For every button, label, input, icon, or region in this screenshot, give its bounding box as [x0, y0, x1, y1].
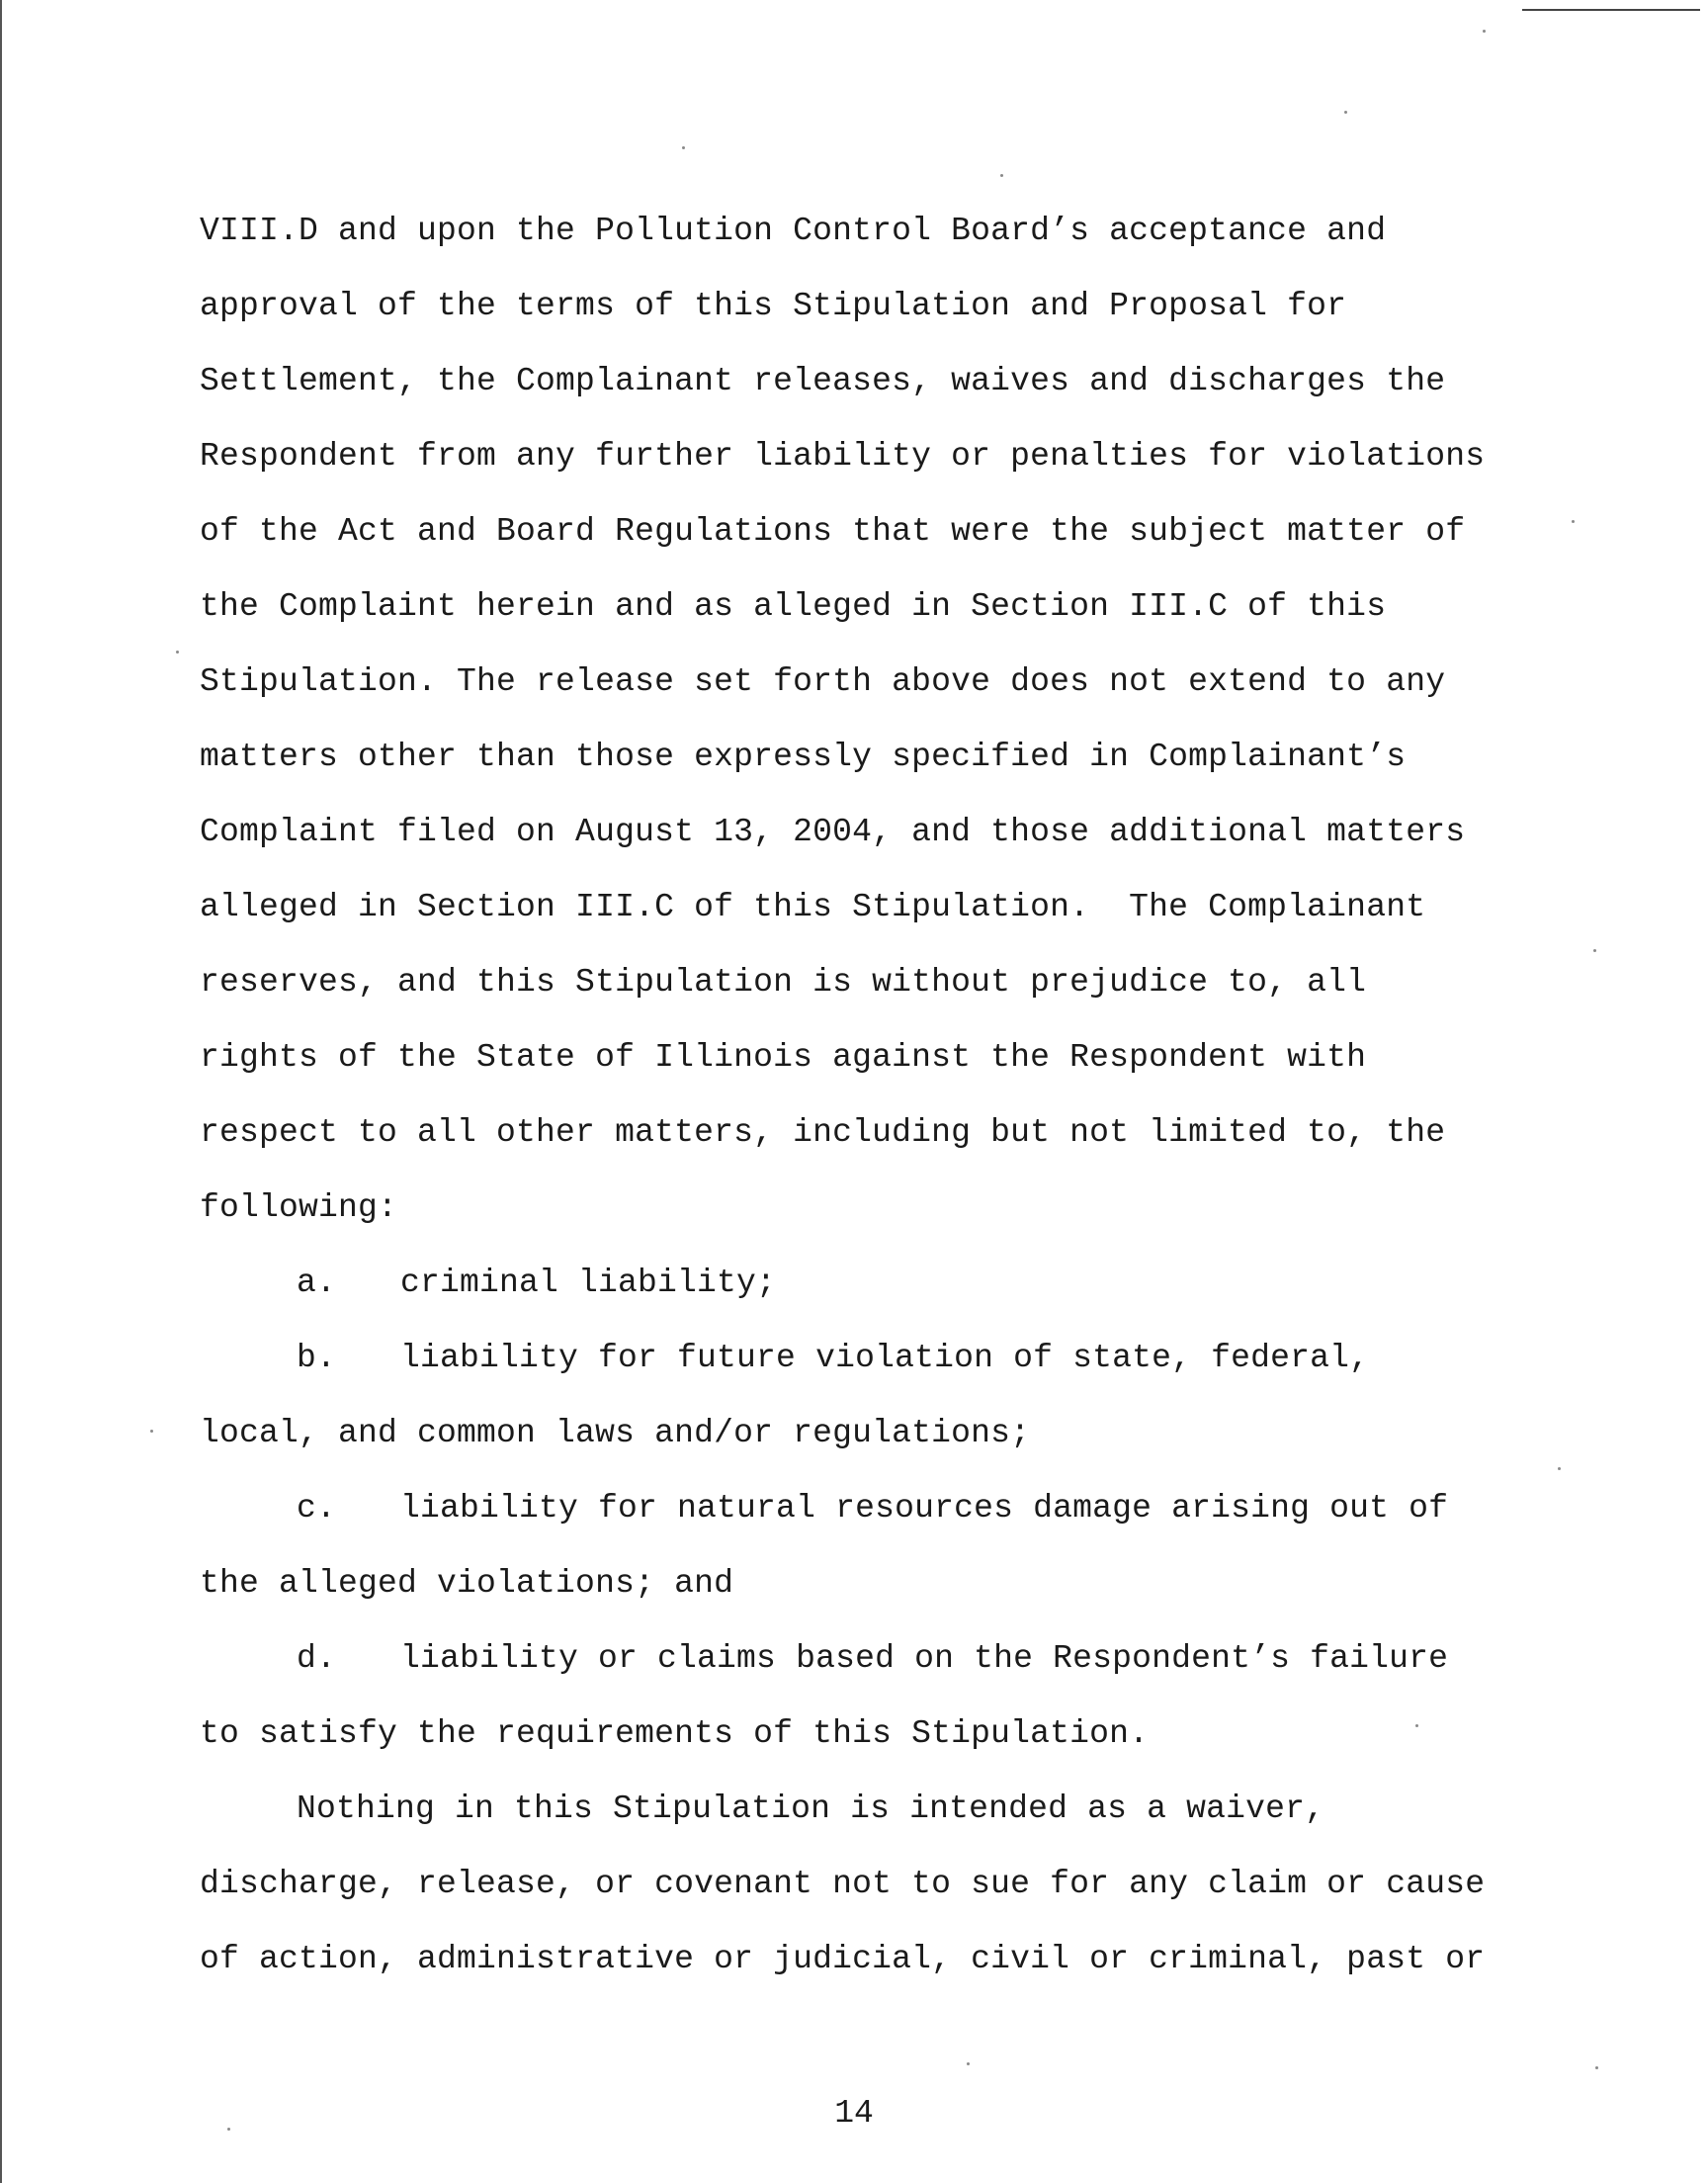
body-line: respect to all other matters, including but not limited to, the: [200, 1114, 1446, 1151]
closing-line: of action, administrative or judicial, civil or criminal, past or: [200, 1941, 1486, 1977]
list-marker: c.: [297, 1490, 337, 1527]
scan-speck: [1572, 520, 1575, 523]
list-marker: b.: [297, 1340, 337, 1376]
list-item-c: [297, 1489, 1448, 1528]
scan-speck: [1415, 1724, 1418, 1727]
scan-speck: [176, 651, 179, 654]
body-line: alleged in Section III.C of this Stipulation. The Complainant: [200, 889, 1426, 925]
body-line: following:: [200, 1189, 398, 1226]
body-line: approval of the terms of this Stipulation and Proposal for: [200, 288, 1347, 324]
list-item-text: liability or claims based on the Respondent’s failure: [400, 1640, 1449, 1677]
list-item-continuation: local, and common laws and/or regulations;: [200, 1415, 1031, 1451]
page-number: 14: [834, 2095, 874, 2132]
body-line: rights of the State of Illinois against the Respondent with: [200, 1039, 1367, 1076]
list-item-text: liability for future violation of state, federal,: [400, 1340, 1370, 1376]
scan-speck: [150, 1430, 153, 1433]
body-line: VIII.D and upon the Pollution Control Board’s acceptance and: [200, 213, 1387, 249]
closing-line: Nothing in this Stipulation is intended as a waiver,: [297, 1790, 1325, 1827]
body-line: Respondent from any further liability or penalties for violations: [200, 438, 1486, 475]
list-marker: a.: [297, 1265, 337, 1301]
scan-speck: [1000, 174, 1003, 177]
closing-line: discharge, release, or covenant not to sue for any claim or cause: [200, 1866, 1486, 1902]
scan-speck: [1595, 2066, 1598, 2069]
body-line: reserves, and this Stipulation is without prejudice to, all: [200, 964, 1367, 1001]
scan-speck: [1593, 949, 1596, 952]
list-item-continuation: the alleged violations; and: [200, 1565, 734, 1602]
list-item-text: liability for natural resources damage arising out of: [400, 1490, 1449, 1527]
body-line: Complaint filed on August 13, 2004, and those additional matters: [200, 814, 1466, 850]
list-marker: d.: [297, 1640, 337, 1677]
scan-speck: [1483, 30, 1486, 33]
scan-speck: [682, 146, 685, 149]
list-item-d: [297, 1639, 1448, 1679]
top-right-rule: [1522, 9, 1700, 11]
body-line: of the Act and Board Regulations that were the subject matter of: [200, 513, 1466, 550]
body-line: Stipulation. The release set forth above does not extend to any: [200, 663, 1446, 700]
body-line: the Complaint herein and as alleged in Section III.C of this: [200, 588, 1387, 625]
scan-speck: [1344, 111, 1347, 114]
body-line: matters other than those expressly specified in Complainant’s: [200, 739, 1407, 775]
page-left-edge: [0, 0, 2, 2183]
scan-speck: [1558, 1467, 1561, 1470]
body-line: Settlement, the Complainant releases, waives and discharges the: [200, 363, 1446, 399]
scan-speck: [967, 2062, 970, 2065]
list-item-b: [297, 1339, 1369, 1378]
list-item-continuation: to satisfy the requirements of this Stipulation.: [200, 1715, 1150, 1752]
list-item-a: [297, 1264, 776, 1303]
list-item-text: criminal liability;: [400, 1265, 777, 1301]
